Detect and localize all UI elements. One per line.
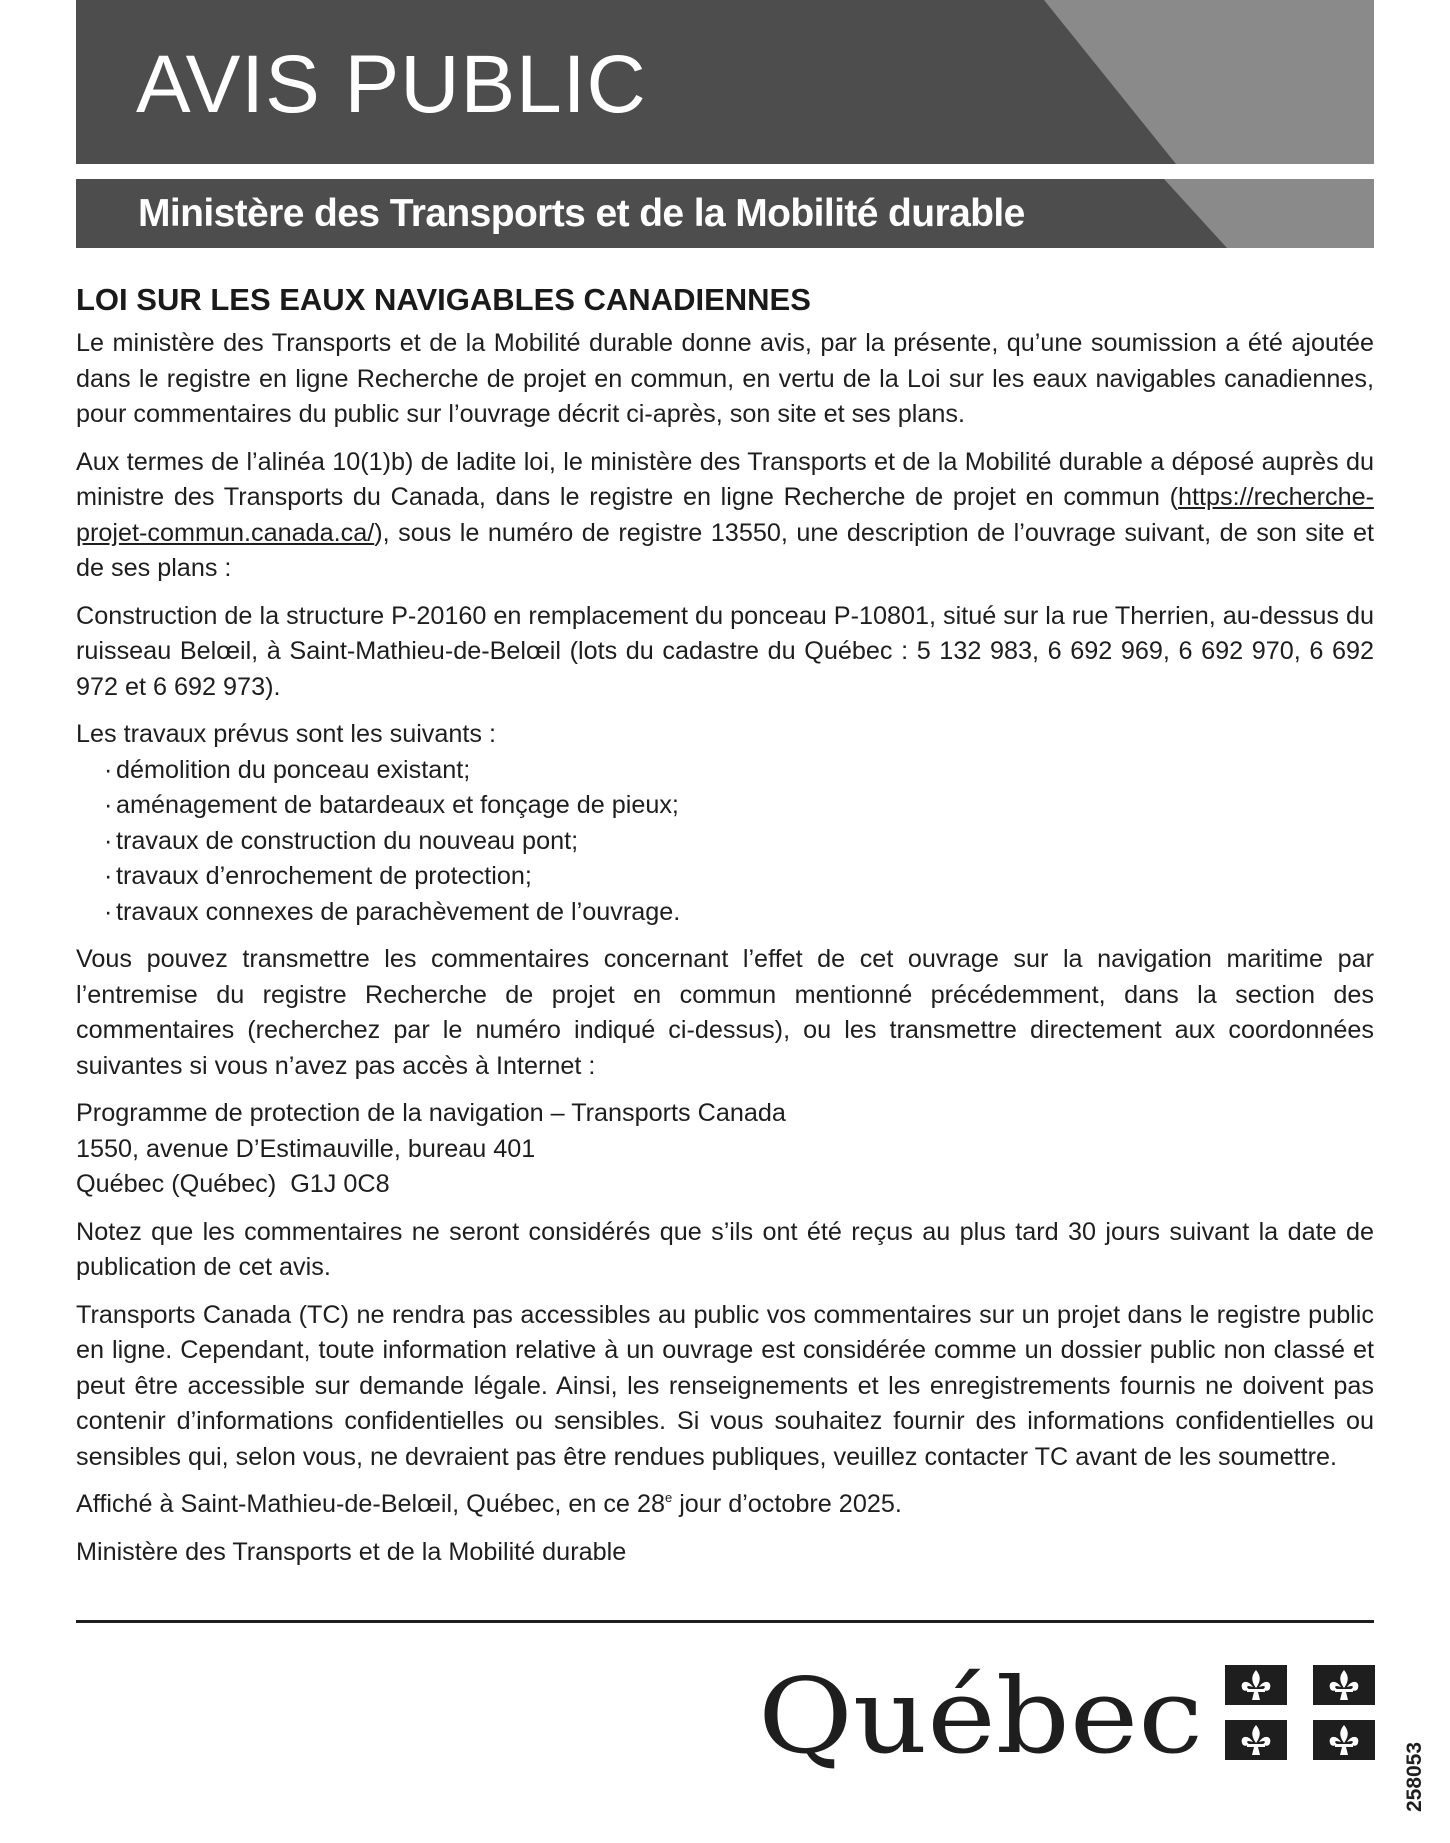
svg-text:Québec: Québec xyxy=(758,1655,1203,1777)
works-list xyxy=(76,753,1374,931)
notice-body xyxy=(76,280,1374,1582)
deposit-text-before: Aux termes de l’alinéa 10(1)b) de ladite loi, le ministère des Transports et de la Mobilité durable a déposé auprès du ministre des Transports du Canada, dans le registre en ligne Recherche de projet en commun ( xyxy=(76,447,1374,511)
list-item: · travaux d’enrochement de protection; xyxy=(104,859,1374,895)
footer-divider xyxy=(76,1620,1374,1623)
works-intro: Les travaux prévus sont les suivants : xyxy=(76,720,496,748)
notice-title: AVIS PUBLIC xyxy=(136,39,647,130)
privacy-note: Transports Canada (TC) ne rendra pas accessibles au public vos commentaires sur un projet dans le registre public en ligne. Cependant, toute information relative à un ouvrage est considérée comme un dossier public non classé et peut être accessible sur demande légale. Ainsi, les renseignements et les enregistrements fournis ne doivent pas contenir d’informations confidentielles ou sensibles. Si vous souhaitez fournir des informations confidentielles ou sensibles qui, selon vous, ne devraient pas être rendues publiques, veuillez contacter TC avant de les soumettre. xyxy=(76,1300,1374,1471)
list-item: · travaux connexes de parachèvement de l’ouvrage. xyxy=(104,895,1374,931)
banner-accent-wedge xyxy=(1044,0,1374,164)
bullet-icon: · xyxy=(104,791,113,819)
deposit-paragraph xyxy=(76,445,1374,587)
signature: Ministère des Transports et de la Mobilité durable xyxy=(76,1537,627,1566)
ad-reference-number: 258053 xyxy=(1403,1741,1427,1813)
deposit-text-after: ), sous le numéro de registre 13550, une description de l’ouvrage suivant, de son site et de ses plans : xyxy=(76,518,1374,582)
quebec-flag-icon xyxy=(1225,1665,1375,1760)
bullet-icon: · xyxy=(104,755,113,784)
law-heading: LOI SUR LES EAUX NAVIGABLES CANADIENNES xyxy=(76,282,811,317)
ministry-banner-wedge xyxy=(1164,179,1374,248)
list-item: · travaux de construction du nouveau pont; xyxy=(104,824,1374,860)
list-item: · aménagement de batardeaux et fonçage de pieux; xyxy=(104,788,1374,824)
project-description: Construction de la structure P-20160 en remplacement du ponceau P-10801, situé sur la rue Therrien, au-dessus du ruisseau Belœil, à Saint-Mathieu-de-Belœil (lots du cadastre du Québec : 5 132 983, 6 692 969, 6 692 970, 6 692 972 et 6 692 973). xyxy=(76,601,1374,701)
comments-instructions: Vous pouvez transmettre les commentaires concernant l’effet de cet ouvrage sur la navigation maritime par l’entremise du registre Recherche de projet en commun mentionné précédemment, dans la section des commentaires (recherchez par le numéro indiqué ci-dessus), ou les transmettre directement aux coordonnées suivantes si vous n’avez pas accès à Internet : xyxy=(76,945,1374,1080)
bullet-icon: · xyxy=(104,897,113,926)
quebec-logo-wordmark xyxy=(758,1640,1208,1790)
address-line-1: Programme de protection de la navigation – Transports Canada xyxy=(76,1099,786,1127)
registry-url-link[interactable]: https://recherche-projet-commun.canada.ca/ xyxy=(76,483,1374,547)
ministry-name: Ministère des Transports et de la Mobilité durable xyxy=(138,192,1025,235)
list-item: · démolition du ponceau existant; xyxy=(104,753,1374,789)
address-line-2: 1550, avenue D’Estimauville, bureau 401 xyxy=(76,1134,536,1163)
mailing-address xyxy=(76,1096,1374,1203)
address-line-3: Québec (Québec) G1J 0C8 xyxy=(76,1170,390,1198)
deadline-note: Notez que les commentaires ne seront considérés que s’ils ont été reçus au plus tard 30 jours suivant la date de publication de cet avis. xyxy=(76,1217,1374,1281)
ministry-banner xyxy=(76,179,1374,248)
bullet-icon: · xyxy=(104,862,113,890)
intro-paragraph: Le ministère des Transports et de la Mobilité durable donne avis, par la présente, qu’une soumission a été ajoutée dans le registre en ligne Recherche de projet en commun, en vertu de la Loi sur les eaux navigables canadiennes, pour commentaires du public sur l’ouvrage décrit ci-après, son site et ses plans. xyxy=(76,329,1374,428)
header-banner xyxy=(76,0,1374,164)
bullet-icon: · xyxy=(104,826,113,855)
posted-date: Affiché à Saint-Mathieu-de-Belœil, Québec, en ce 28e jour d’octobre 2025. xyxy=(76,1490,902,1518)
